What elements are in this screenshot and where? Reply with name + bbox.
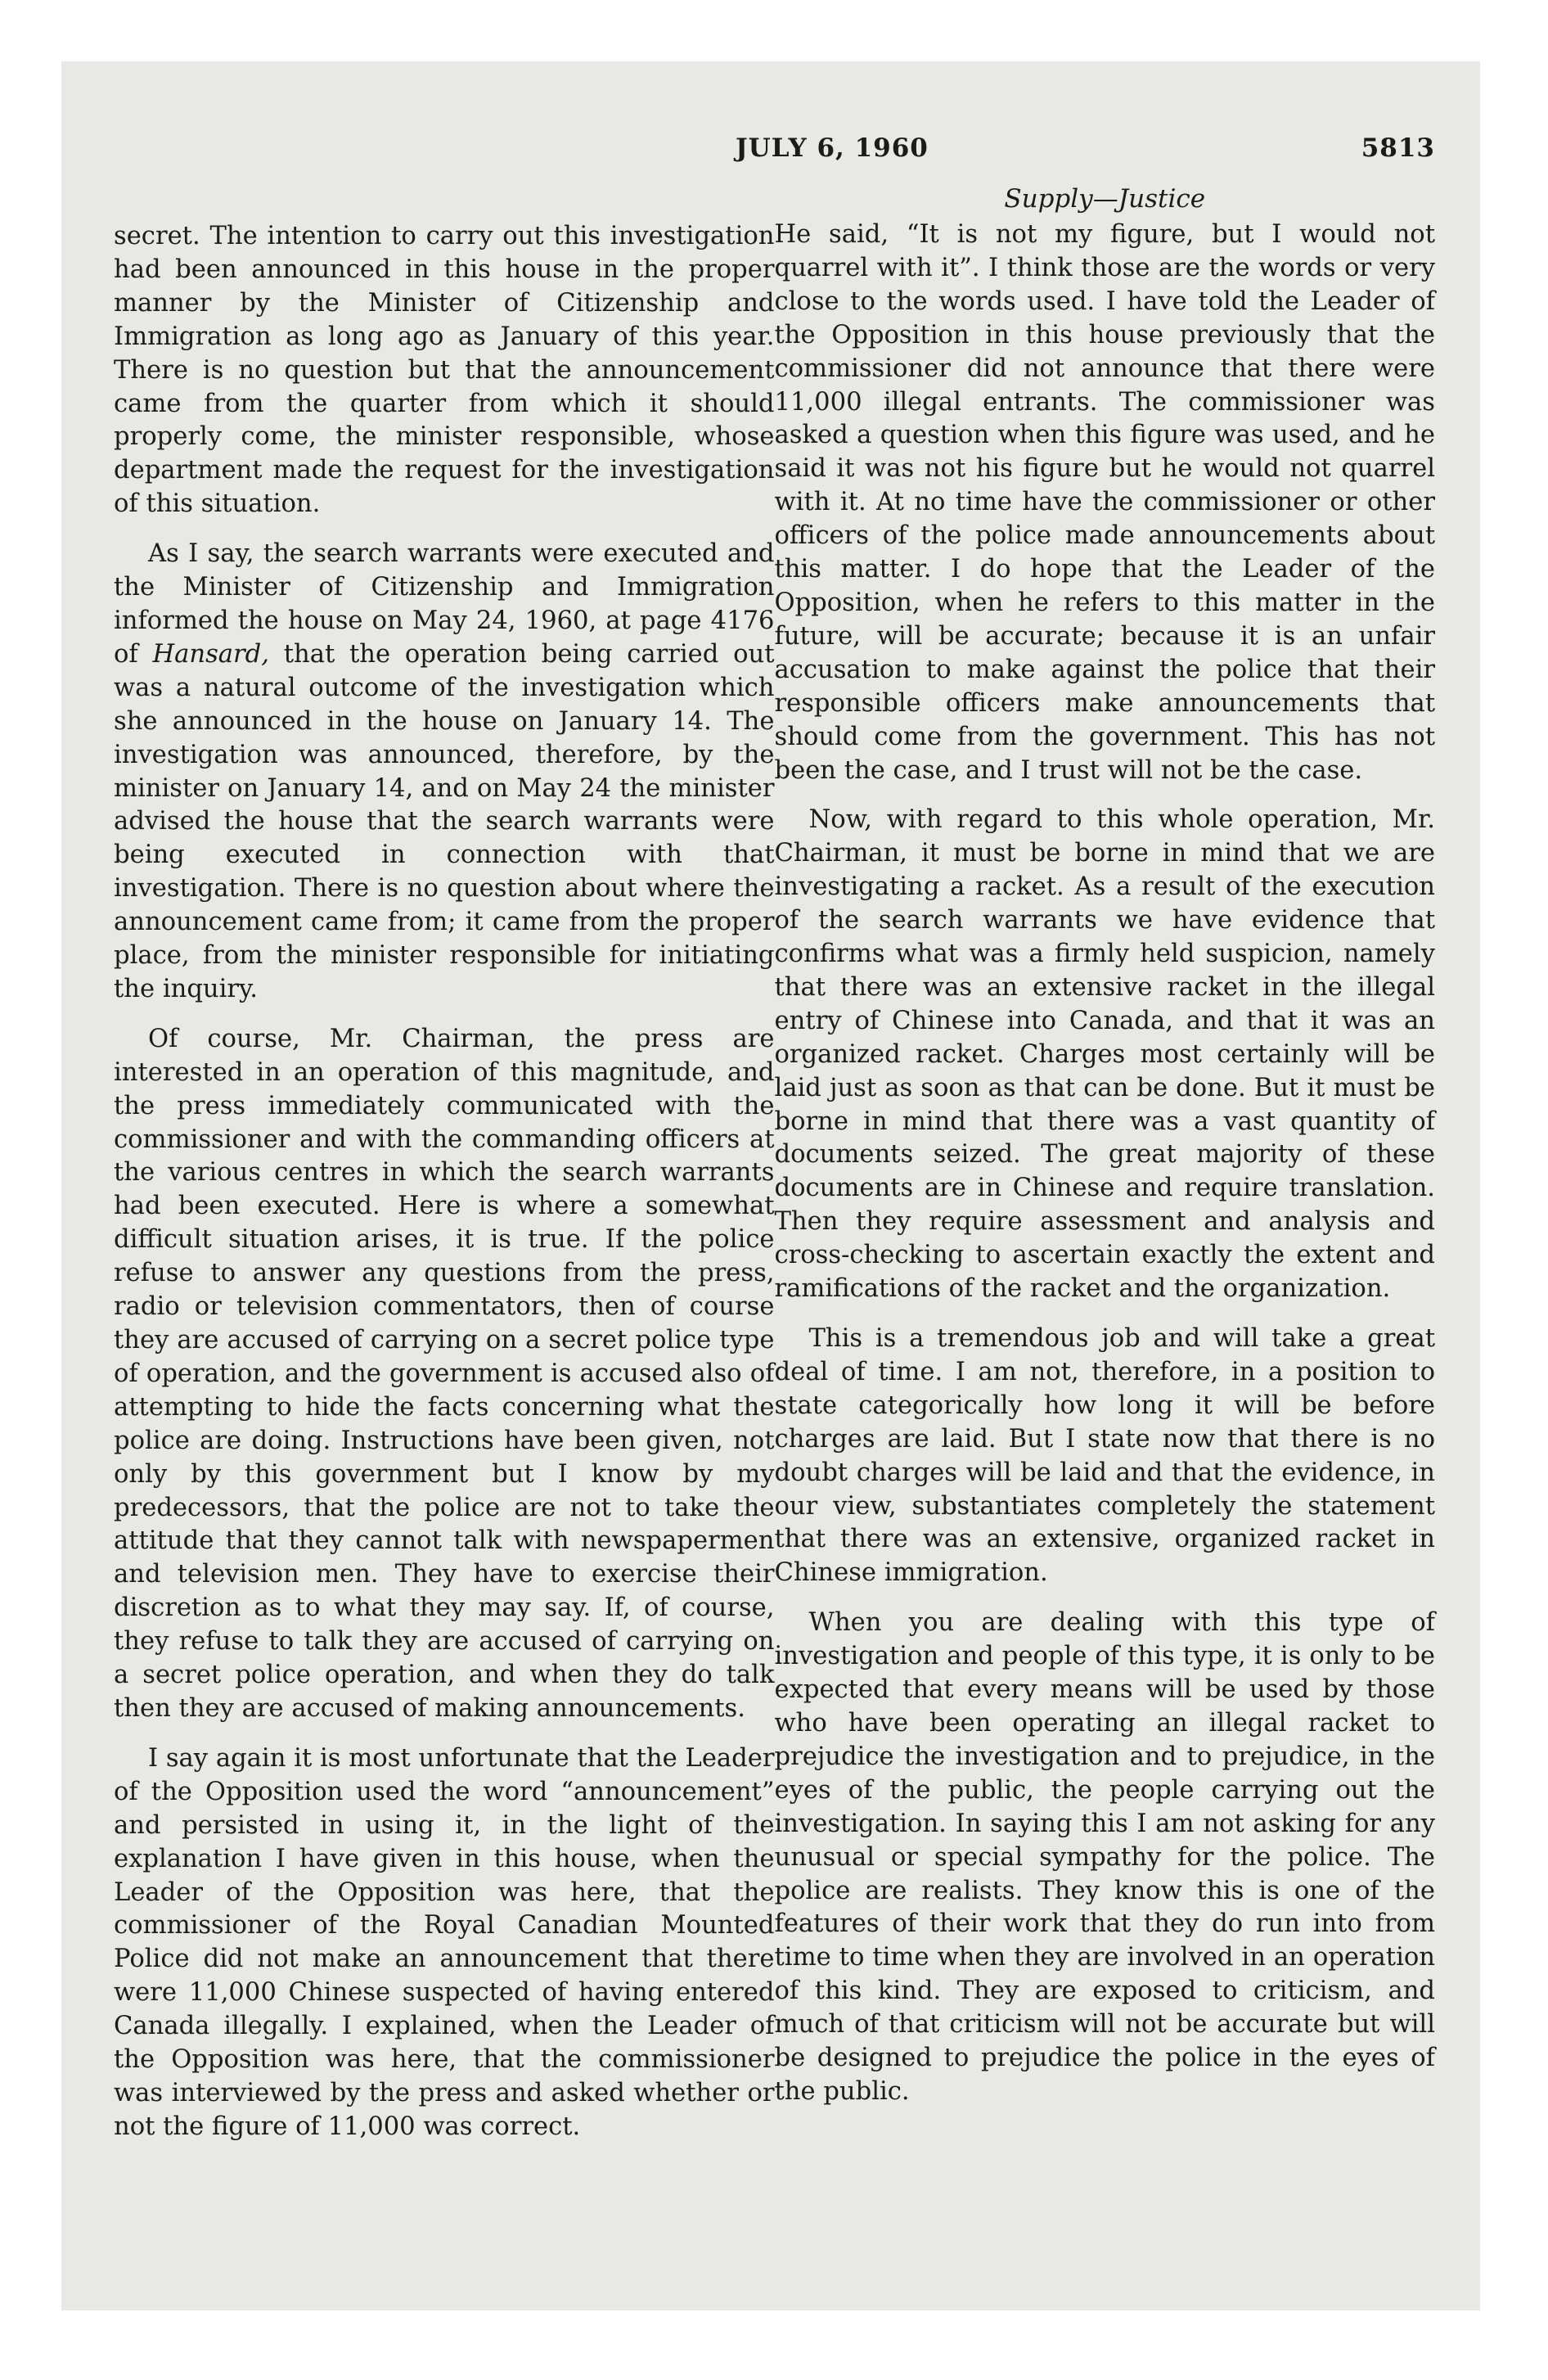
page-header [114, 133, 1435, 179]
paragraph: Now, with regard to this whole operation, Mr. Chairman, it must be borne in mind that we are investigating a racket. As a result of the execution of the search warrants we have evidence that confirms what was a firmly held suspicion, namely that there was an extensive racket in the illegal entry of Chinese into Canada, and that it was an organized racket. Charges most certainly will be laid just as soon as that can be done. But it must be borne in mind that there was a vast quantity of documents seized. The great majority of these documents are in Chinese and require translation. Then they require assessment and analysis and cross-checking to ascertain exactly the extent and ramifications of the racket and the organization. [774, 805, 1435, 1304]
text-columns [114, 179, 1435, 2161]
paragraph: This is a tremendous job and will take a great deal of time. I am not, therefore, in a position to state categorically how long it will be before charges are laid. But I state now that there is no doubt charges will be laid and that the evidence, in our view, substantiates completely the statement that there was an extensive, organized racket in Chinese immigration. [774, 1324, 1435, 1588]
paragraph: I say again it is most unfortunate that the Leader of the Opposition used the word “announcement” and persisted in using it, in the light of the explanation I have given in this house, when the Leader of the Opposition was here, that the commissioner of the Royal Canadian Mounted Police did not make an announcement that there were 11,000 Chinese suspected of having entered Canada illegally. I explained, when the Leader of the Opposition was here, that the commissioner was interviewed by the press and asked whether or not the figure of 11,000 was correct. [114, 1743, 775, 2141]
hansard-title: Hansard, [152, 639, 269, 669]
paragraph: secret. The intention to carry out this investigation had been announced in this house in the proper manner by the Minister of Citizenship and Immigration as long ago as January of this year. There is no question but that the announcement came from the quarter from which it should properly come, the minister responsible, whose department made the request for the investigation of this situation. [114, 222, 775, 519]
right-column [775, 179, 1436, 2161]
header-date: JULY 6, 1960 [736, 133, 929, 163]
paragraph: When you are dealing with this type of investigation and people of this type, it is only to be expected that every means will be used by those who have been operating an illegal racket to prejudice the investigation and to prejudice, in the eyes of the public, the people carrying out the investigation. In saying this I am not asking for any unusual or special sympathy for the police. The police are realists. They know this is one of the features of their work that they do run into from time to time when they are involved in an operation of this kind. They are exposed to criticism, and much of that criticism will not be accurate but will be designed to prejudice the police in the eyes of the public. [774, 1608, 1435, 2106]
document-page [61, 61, 1480, 2310]
paragraph: Of course, Mr. Chairman, the press are interested in an operation of this magnitude, and the press immediately communicated with the commissioner and with the commanding officers at the various centres in which the search warrants had been executed. Here is where a somewhat difficult situation arises, it is true. If the police refuse to answer any questions from the press, radio or television commentators, then of course they are accused of carrying on a secret police type of operation, and the government is accused also of attempting to hide the facts concerning what the police are doing. Instructions have been given, not only by this government but I know by my predecessors, that the police are not to take the attitude that they cannot talk with newspapermen and television men. They have to exercise their discretion as to what they may say. If, of course, they refuse to talk they are accused of carrying on a secret police operation, and when they do talk then they are accused of making announcements. [114, 1024, 775, 1723]
paragraph: He said, “It is not my figure, but I would not quarrel with it”. I think those are the words or very close to the words used. I have told the Leader of the Opposition in this house previously that the commissioner did not announce that there were 11,000 illegal entrants. The commissioner was asked a question when this figure was used, and he said it was not his figure but he would not quarrel with it. At no time have the commissioner or other officers of the police made announcements about this matter. I do hope that the Leader of the Opposition, when he refers to this matter in the future, will be accurate; because it is an unfair accusation to make against the police that their responsible officers make announcements that should come from the government. This has not been the case, and I trust will not be the case. [774, 220, 1435, 785]
left-column [114, 179, 775, 2161]
paragraph: As I say, the search warrants were executed and the Minister of Citizenship and Immigration informed the house on May 24, 1960, at page 4176 of Hansard, that the operation being carried out was a natural outcome of the investigation which she announced in the house on January 14. The investigation was announced, therefore, by the minister on January 14, and on May 24 the minister advised the house that the search warrants were being executed in connection with that investigation. There is no question about where the announcement came from; it came from the proper place, from the minister responsible for initiating the inquiry. [114, 539, 775, 1003]
header-page-number: 5813 [1361, 133, 1435, 163]
running-head: Supply—Justice [1004, 184, 1206, 214]
